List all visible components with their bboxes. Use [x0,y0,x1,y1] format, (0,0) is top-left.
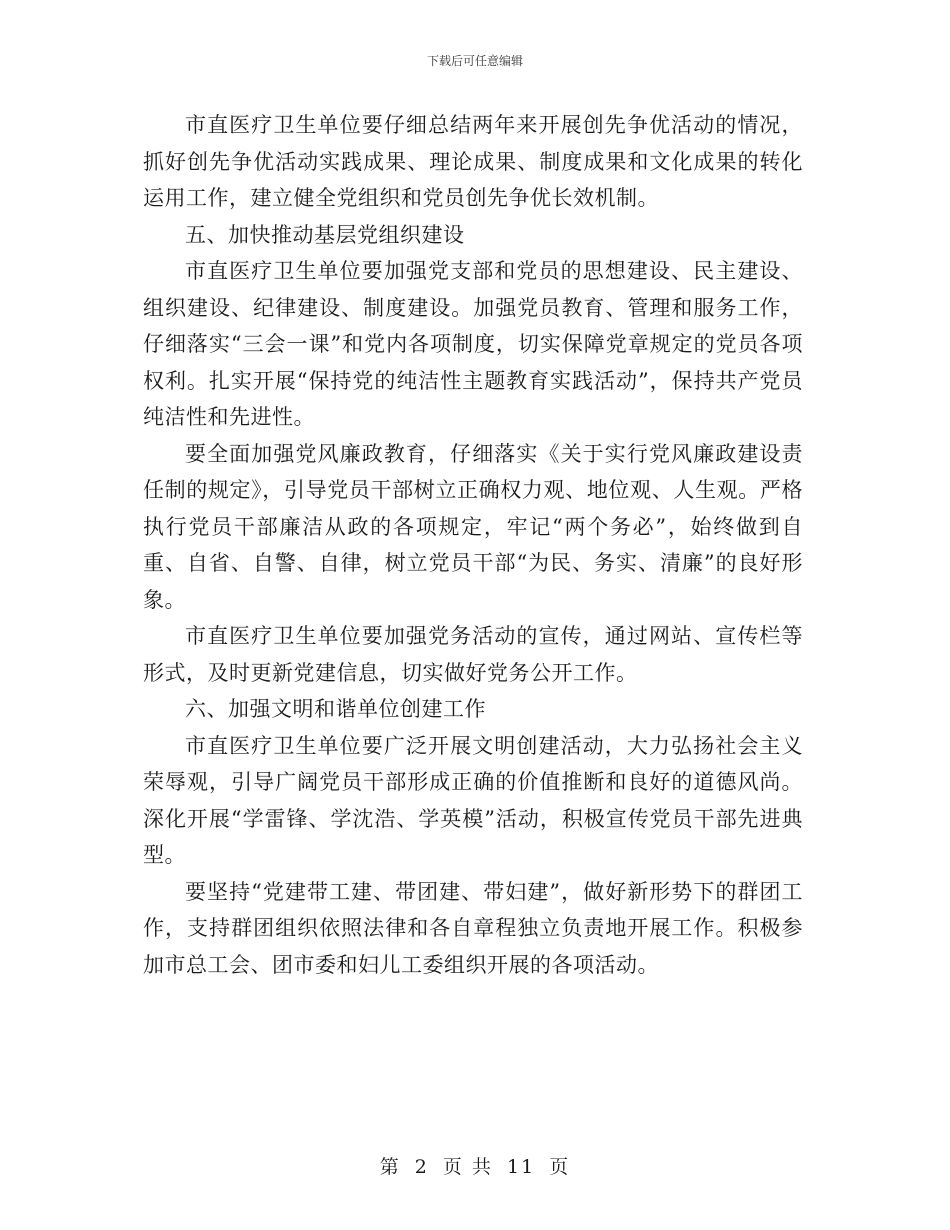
footer-total-pages: 11 [507,1156,536,1178]
footer-mid: 页 共 [442,1156,493,1178]
paragraph: 要全面加强党风廉政教育，仔细落实《关于实行党风廉政建设责任制的规定》，引导党员干部树立正确权力观、地位观、人生观。严格执行党员干部廉洁从政的各项规定，牢记“两个务必”，始终做到自重、自省、自警、自律，树立党员干部“为民、务实、清廉”的良好形象。 [143,441,803,612]
section-heading: 五、加快推动基层党组织建设 [185,222,465,247]
footer-prefix: 第 [379,1156,401,1178]
page-number-footer [0,1152,950,1179]
paragraph: 市直医疗卫生单位要加强党务活动的宣传，通过网站、宣传栏等形式，及时更新党建信息，切实做好党务公开工作。 [143,624,803,685]
footer-suffix: 页 [549,1156,571,1178]
footer-current-page: 2 [414,1156,429,1178]
paragraph: 市直医疗卫生单位要广泛开展文明创建活动，大力弘扬社会主义荣辱观，引导广阔党员干部形成正确的价值推断和良好的道德风尚。深化开展“学雷锋、学沈浩、学英模”活动，积极宣传党员干部先进典型。 [143,733,803,867]
section-heading: 六、加强文明和谐单位创建工作 [185,697,486,721]
document-body [143,107,803,983]
paragraph: 市直医疗卫生单位要仔细总结两年来开展创先争优活动的情况，抓好创先争优活动实践成果、理论成果、制度成果和文化成果的转化运用工作，建立健全党组织和党员创先争优长效机制。 [143,113,803,210]
paragraph: 要坚持“党建带工建、带团建、带妇建”，做好新形势下的群团工作，支持群团组织依照法律和各自章程独立负责地开展工作。积极参加市总工会、团市委和妇儿工委组织开展的各项活动。 [143,879,803,977]
paragraph: 市直医疗卫生单位要加强党支部和党员的思想建设、民主建设、组织建设、纪律建设、制度建设。加强党员教育、管理和服务工作，仔细落实“三会一课”和党内各项制度，切实保障党章规定的党员各项权利。扎实开展“保持党的纯洁性主题教育实践活动”，保持共产党员纯洁性和先进性。 [143,259,803,429]
page-header-note: 下载后可任意编辑 [426,54,523,68]
